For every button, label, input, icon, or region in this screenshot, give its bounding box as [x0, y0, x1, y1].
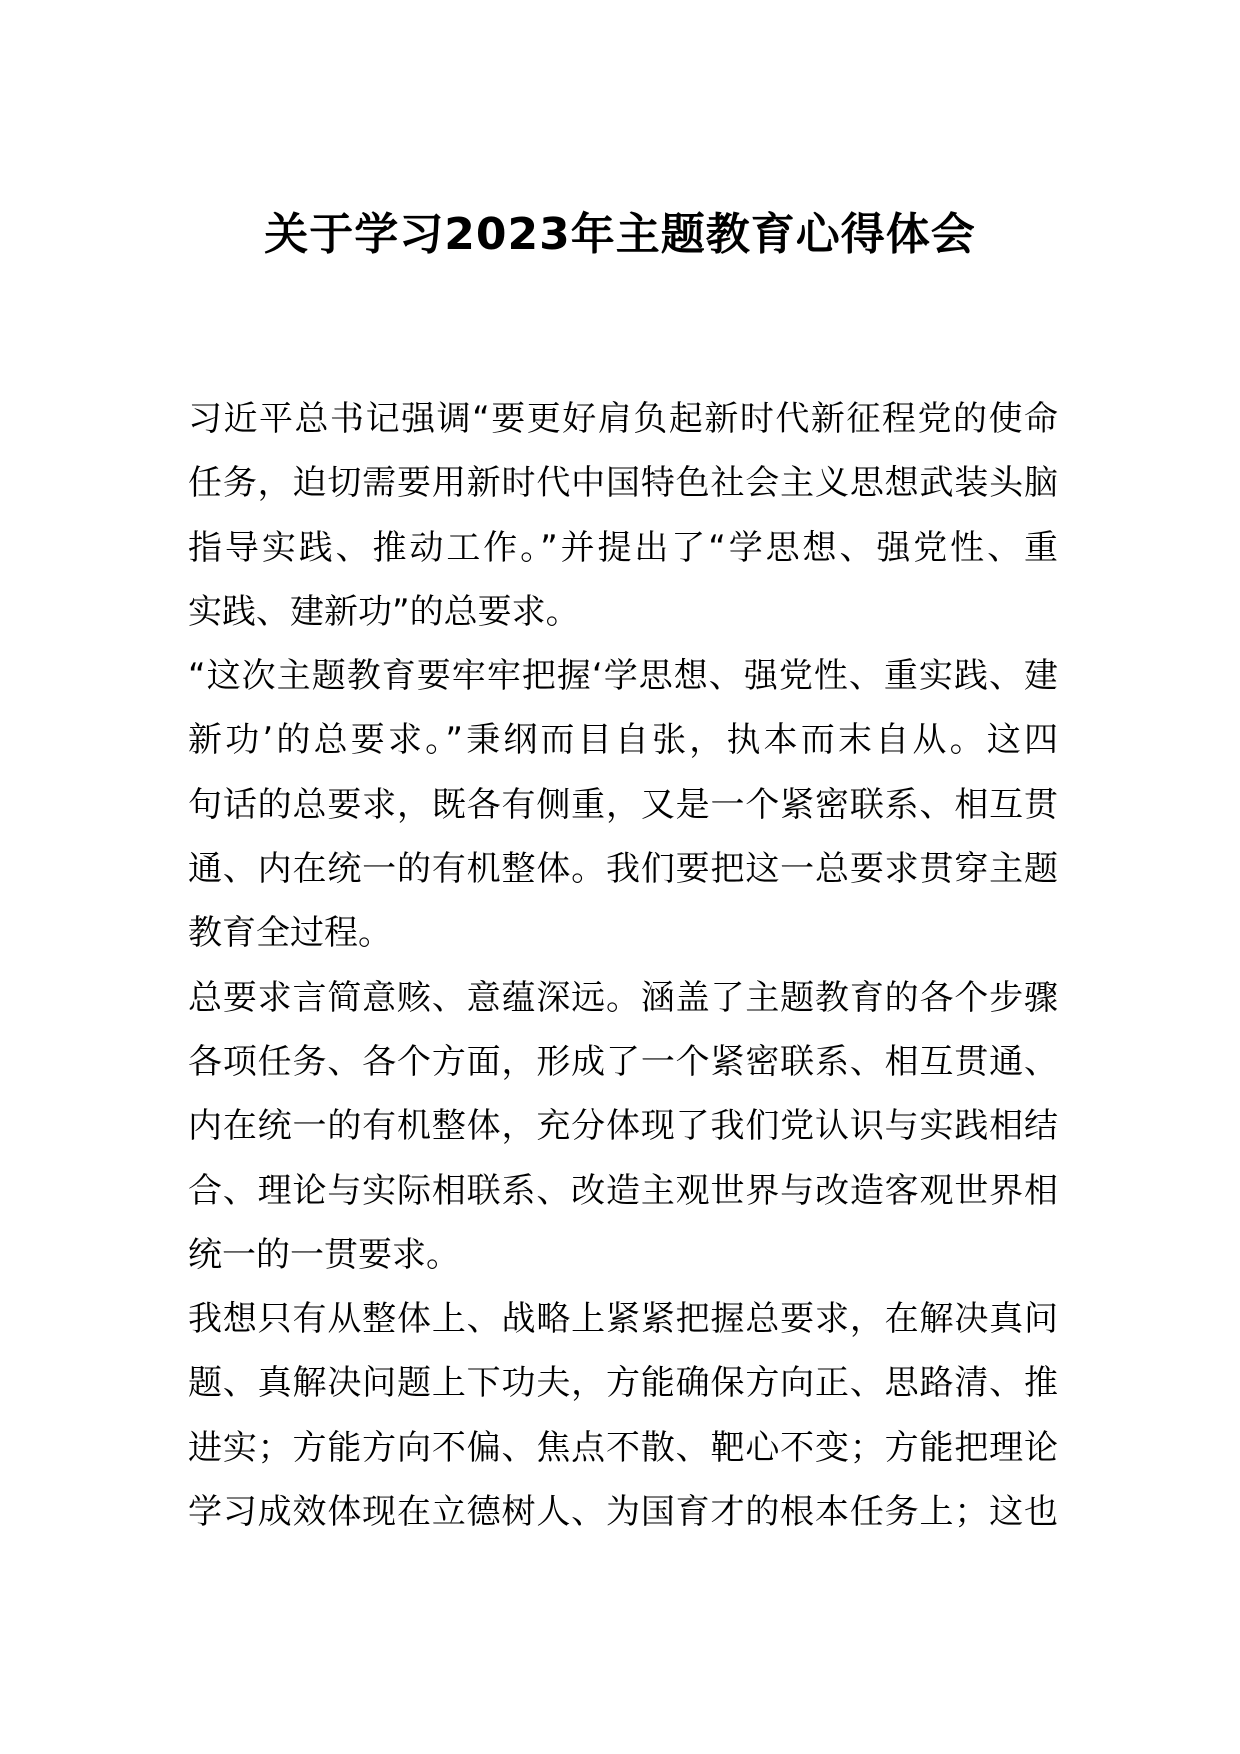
body-line: 任务，迫切需要用新时代中国特色社会主义思想武装头脑 [188, 463, 1058, 504]
body-line: 教育全过程。 [188, 913, 392, 954]
document-title: 关于学习2023年主题教育心得体会 [264, 209, 976, 260]
body-line: 实践、建新功”的总要求。 [188, 591, 580, 632]
body-line: 指导实践、推动工作。”并提出了“学思想、强党性、重 [188, 527, 1058, 568]
body-line: 各项任务、各个方面，形成了一个紧密联系、相互贯通、 [188, 1041, 1058, 1082]
body-line: 统一的一贯要求。 [188, 1234, 460, 1275]
body-line: 进实；方能方向不偏、焦点不散、靶心不变；方能把理论 [188, 1427, 1058, 1468]
body-line: 总要求言简意赅、意蕴深远。涵盖了主题教育的各个步骤 [188, 977, 1058, 1018]
document-body [188, 387, 1058, 1544]
body-line: 我想只有从整体上、战略上紧紧把握总要求，在解决真问 [188, 1299, 1058, 1340]
body-line: 合、理论与实际相联系、改造主观世界与改造客观世界相 [188, 1170, 1058, 1211]
body-line: 新功’的总要求。”秉纲而目自张，执本而末自从。这四 [188, 720, 1058, 761]
body-line: “这次主题教育要牢牢把握‘学思想、强党性、重实践、建 [188, 656, 1058, 697]
body-line: 通、内在统一的有机整体。我们要把这一总要求贯穿主题 [188, 849, 1058, 890]
body-line: 句话的总要求，既各有侧重，又是一个紧密联系、相互贯 [188, 784, 1058, 825]
body-line: 习近平总书记强调“要更好肩负起新时代新征程党的使命 [188, 399, 1058, 439]
body-line: 学习成效体现在立德树人、为国育才的根本任务上；这也 [188, 1492, 1058, 1533]
body-line: 题、真解决问题上下功夫，方能确保方向正、思路清、推 [188, 1363, 1058, 1404]
body-line: 内在统一的有机整体，充分体现了我们党认识与实践相结 [188, 1106, 1058, 1147]
